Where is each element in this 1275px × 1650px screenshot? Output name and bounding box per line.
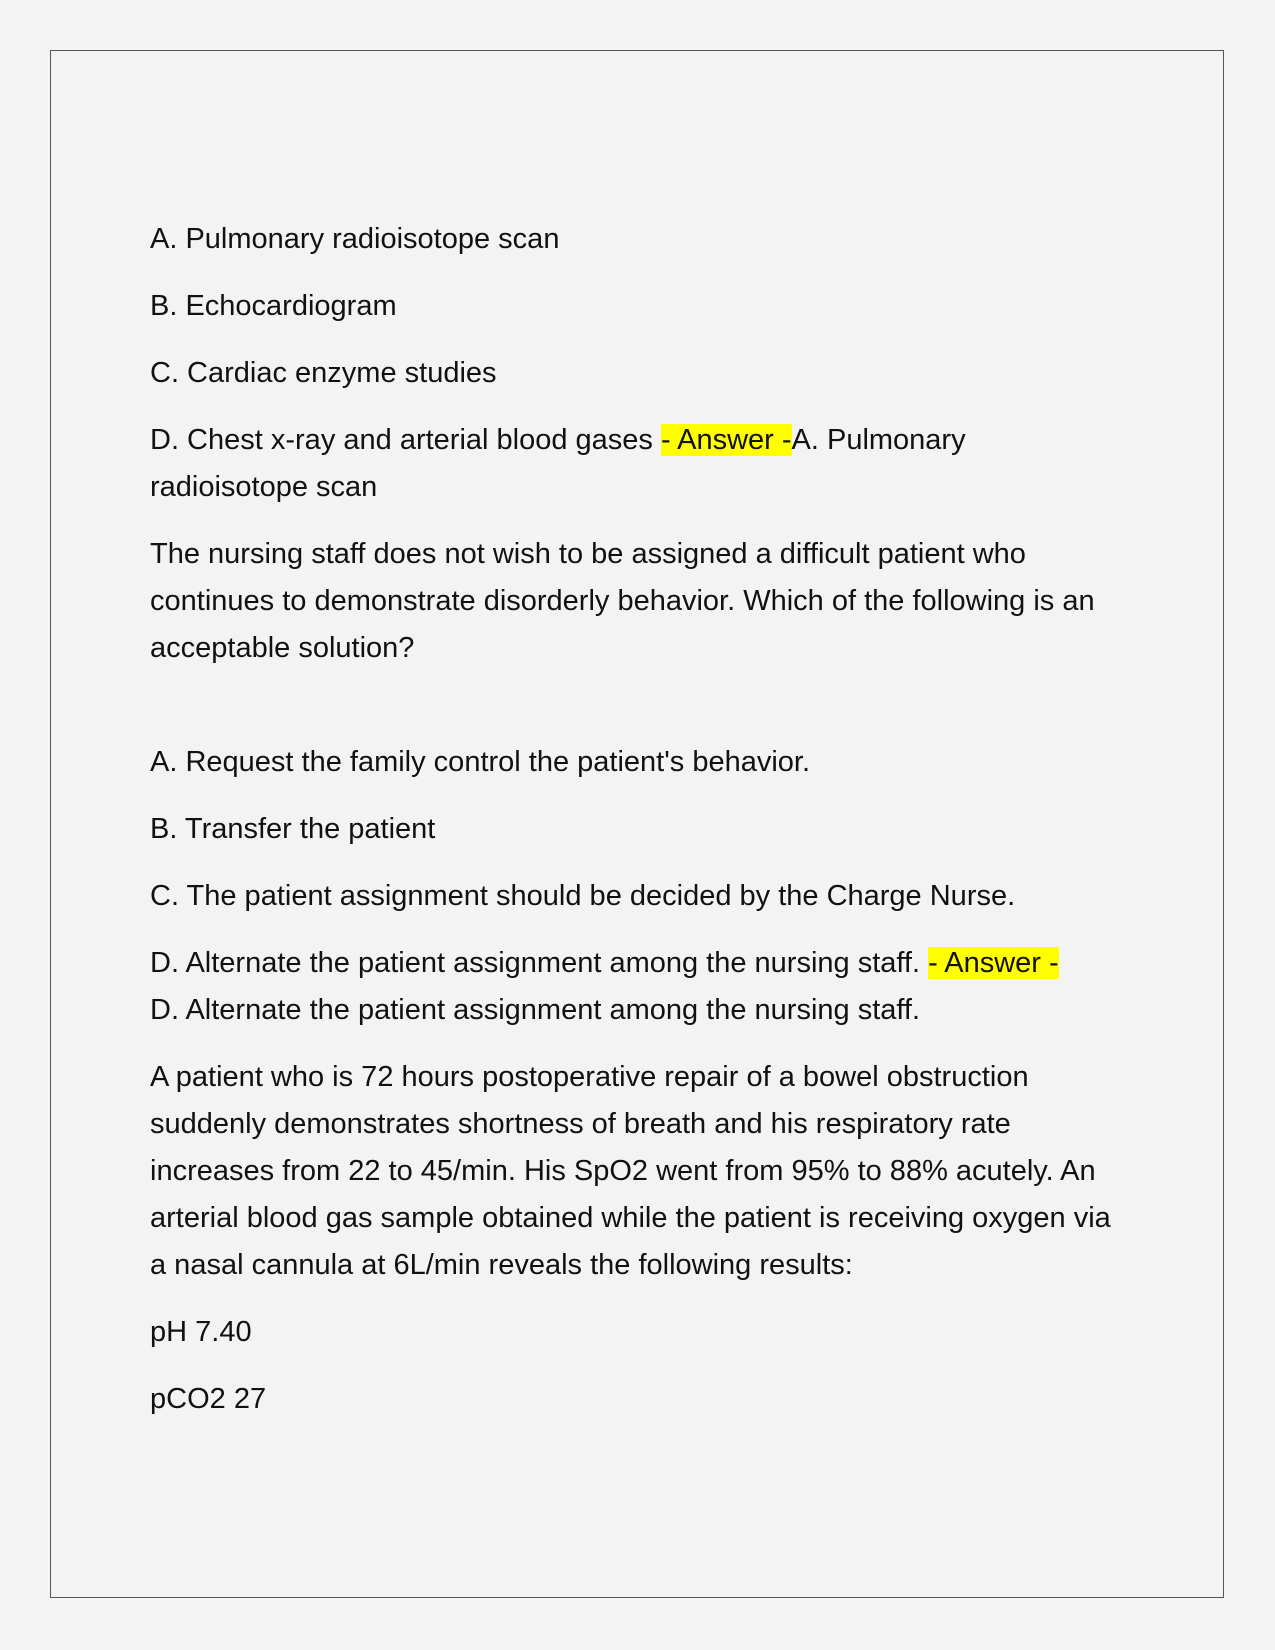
q2-option-d: D. Alternate the patient assignment among the nursing staff. bbox=[150, 947, 929, 979]
q2-answer-marker: - Answer - bbox=[928, 947, 1059, 979]
q1-answer: A. Pulmonary radioisotope scan bbox=[150, 424, 966, 503]
document-body bbox=[150, 216, 1130, 1443]
q2-answer: D. Alternate the patient assignment among the nursing staff. bbox=[150, 994, 921, 1026]
q2-option-d-with-answer bbox=[150, 940, 1130, 1034]
q2-question: The nursing staff does not wish to be assigned a difficult patient who continues to demonstrate disorderly behavior. Which of the following is an acceptable solution? bbox=[150, 538, 1095, 664]
q2-option-b: B. Transfer the patient bbox=[150, 813, 436, 845]
q2-option-c: C. The patient assignment should be decided by the Charge Nurse. bbox=[150, 880, 1016, 912]
q1-option-a: A. Pulmonary radioisotope scan bbox=[150, 223, 560, 255]
q1-option-d: D. Chest x-ray and arterial blood gases bbox=[150, 424, 661, 456]
q1-answer-marker: - Answer - bbox=[660, 424, 792, 456]
q3-question: A patient who is 72 hours postoperative repair of a bowel obstruction suddenly demonstrates shortness of breath and his respiratory rate increases from 22 to 45/min. His SpO2 went from 95% to 88% acutely. An arterial blood gas sample obtained while the patient is receiving oxygen via a nasal cannula at 6L/min reveals the following results: bbox=[150, 1061, 1111, 1281]
q3-result-pco2: pCO2 27 bbox=[150, 1383, 267, 1415]
q2-option-a: A. Request the family control the patient's behavior. bbox=[150, 746, 811, 778]
q1-option-d-with-answer bbox=[150, 417, 1130, 511]
q1-option-c: C. Cardiac enzyme studies bbox=[150, 357, 497, 389]
q3-result-ph: pH 7.40 bbox=[150, 1316, 252, 1348]
q1-option-b: B. Echocardiogram bbox=[150, 290, 397, 322]
